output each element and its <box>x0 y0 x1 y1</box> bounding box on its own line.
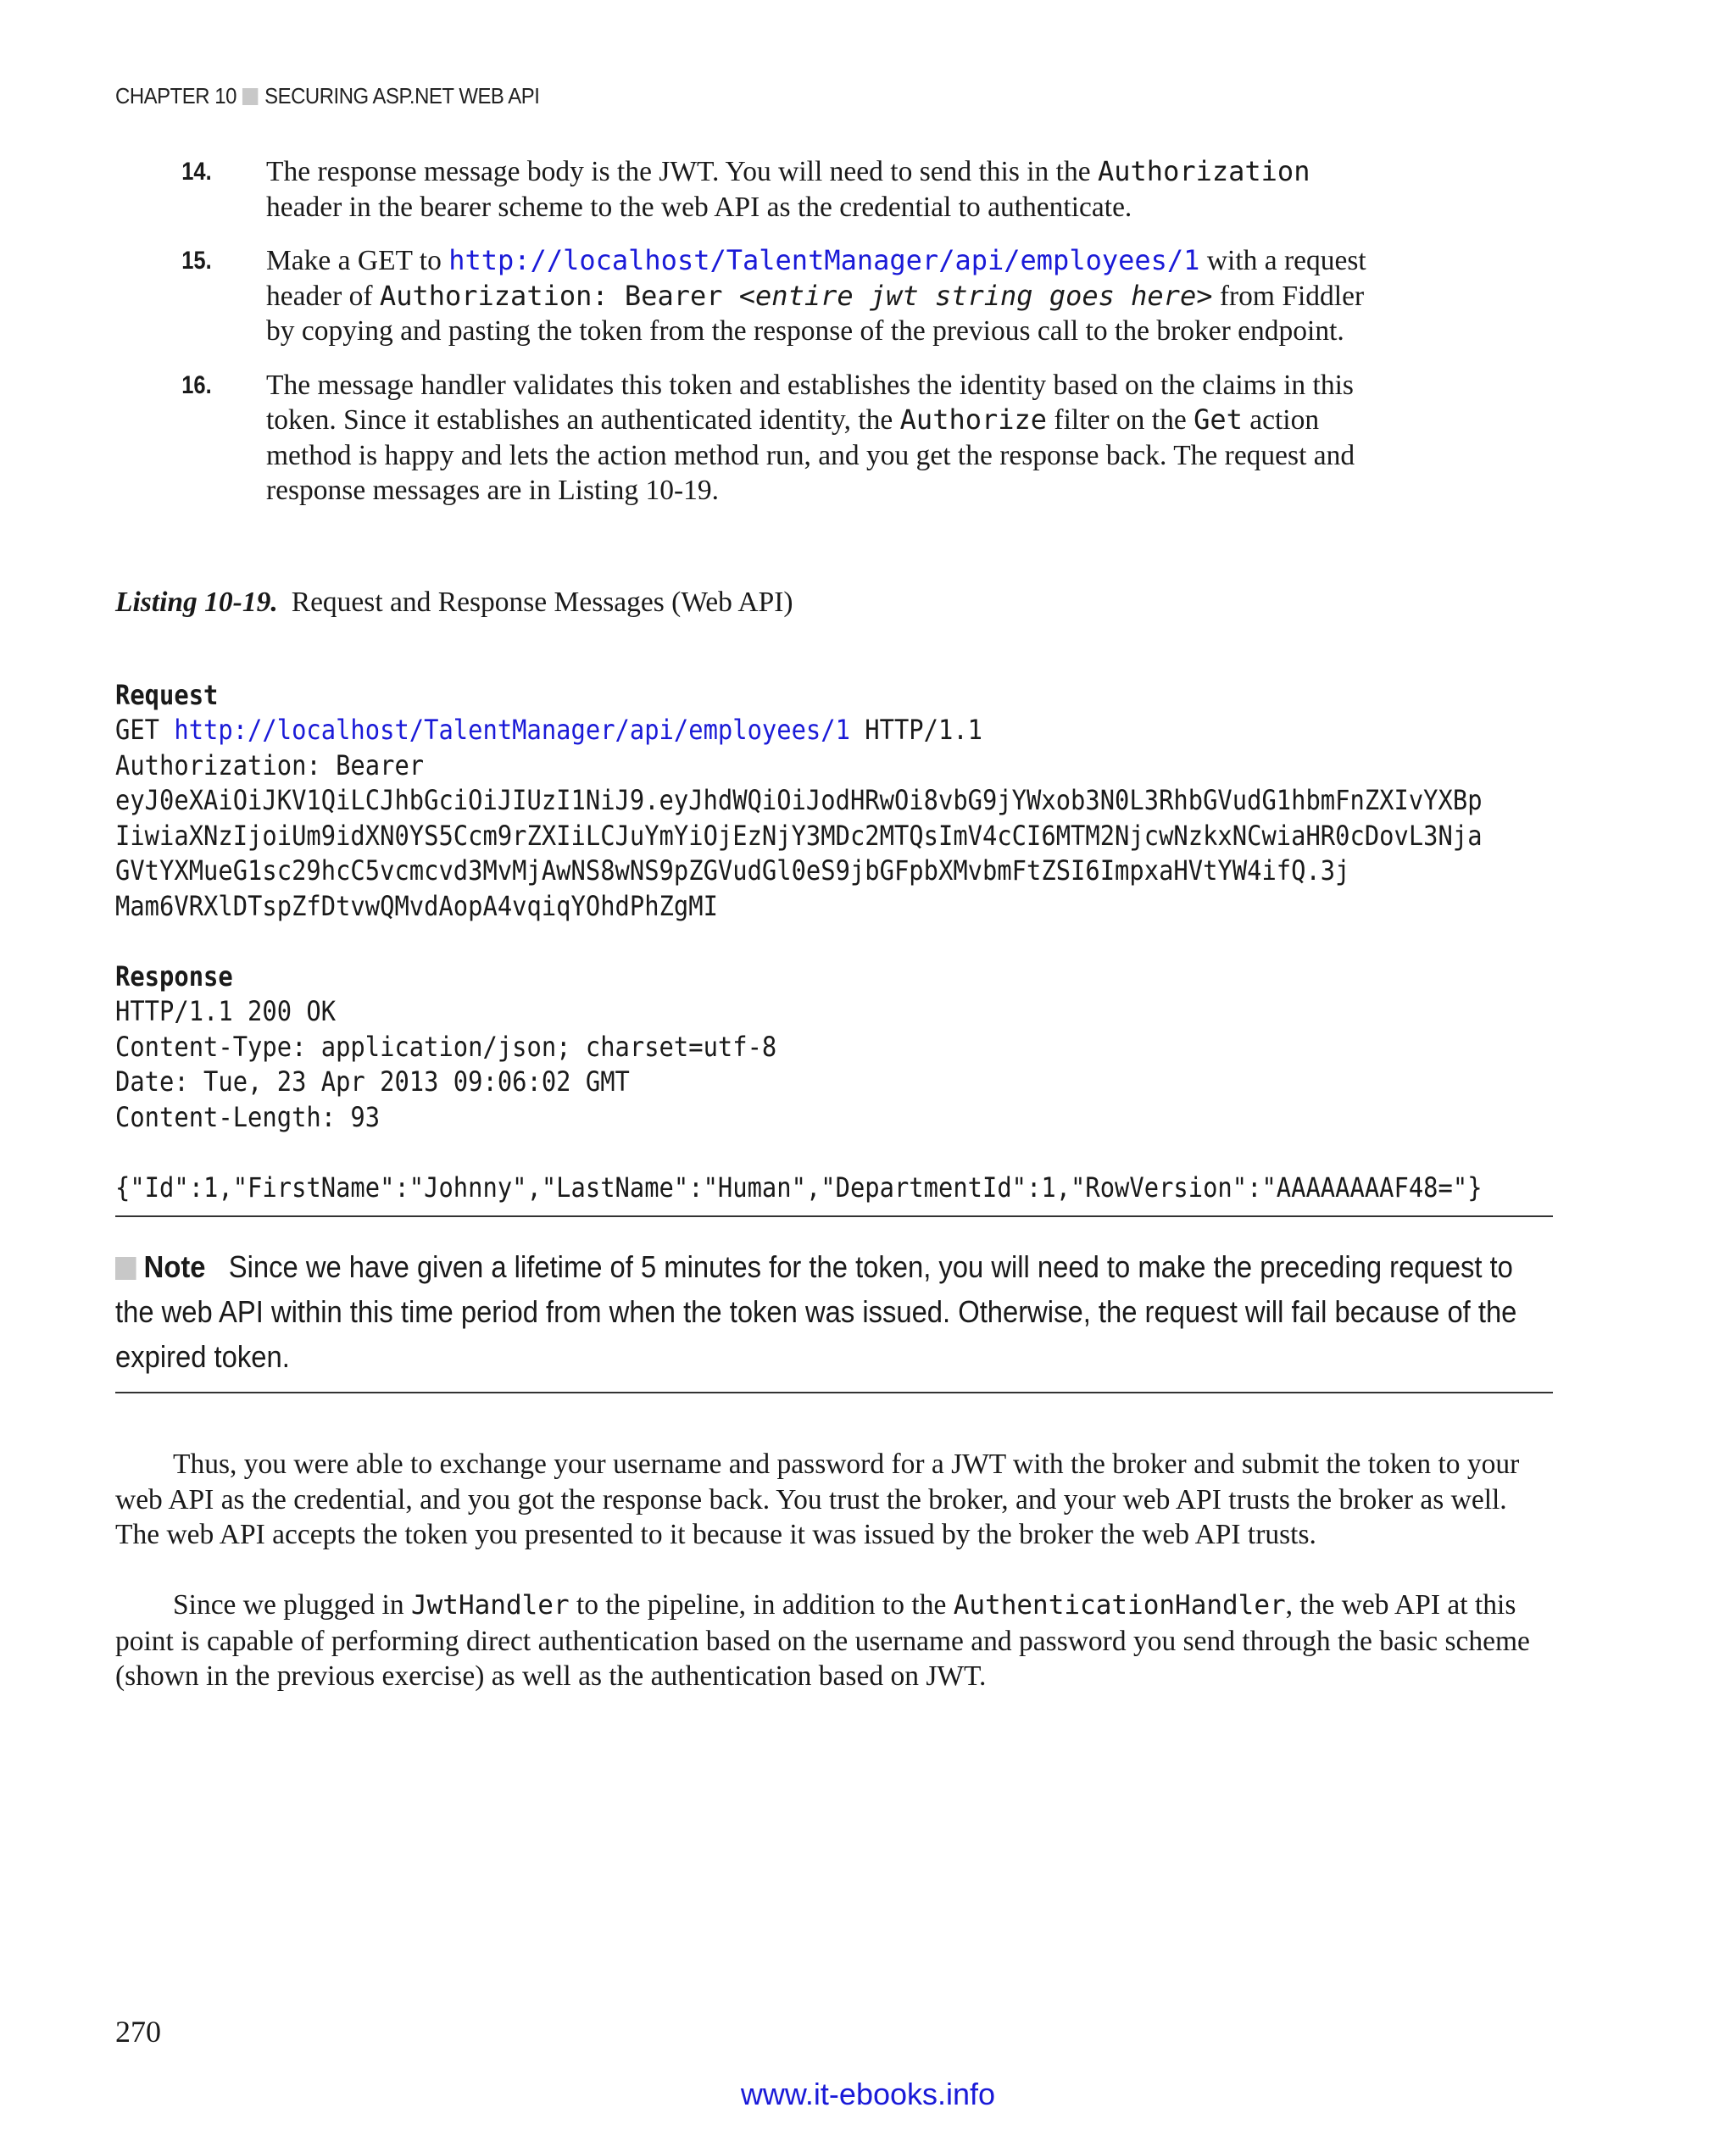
request-version: HTTP/1.1 <box>849 714 983 746</box>
text-run: to the pipeline, in addition to the <box>569 1589 954 1621</box>
listing-title: Request and Response Messages (Web API) <box>291 587 793 618</box>
step-14 <box>115 154 1387 225</box>
square-bullet-icon <box>115 1257 136 1280</box>
paragraph-jwt-handler <box>115 1588 1556 1694</box>
paragraph-summary: Thus, you were able to exchange your username and password for a JWT with the broker and submit the token to your web API as the credential, and you got the response back. You trust the broker, and your web API trusts the broker as well. The web API accepts the token you presented to it because it was issued by the broker the web API trusts. <box>115 1449 1520 1550</box>
running-head <box>115 83 539 109</box>
employee-url-link[interactable]: http://localhost/TalentManager/api/employees/1 <box>448 244 1200 276</box>
text-run: with a request header of <box>266 245 1366 312</box>
listing-line: GVtYXMueG1sc29hcC5vcmcvd3MvMjAwNS8wNS9pZGVudGl0eS9jbGFpbXMvbmFtZSI6ImpxaHVtYW4ifQ.3j <box>115 854 1350 887</box>
text-run: The message handler validates this token and establishes the identity based on the claims in this token. Since it establishes an authenticated identity, the <box>266 369 1354 436</box>
listing-line: Authorization: Bearer <box>115 748 425 781</box>
text-run: filter on the <box>1047 404 1194 436</box>
chapter-title: SECURING ASP.NET WEB API <box>264 83 540 108</box>
step-text <box>266 154 1377 225</box>
square-bullet-icon <box>242 88 258 105</box>
listing-label: Listing 10-19. <box>115 587 278 618</box>
text-run: action method is happy and lets the action method run, and you get the response back. The request and response messages are in Listing 10-19. <box>266 404 1355 506</box>
step-15 <box>115 243 1387 349</box>
listing-caption <box>115 587 793 619</box>
listing-line: HTTP/1.1 200 OK <box>115 995 337 1027</box>
step-16 <box>115 368 1387 509</box>
response-heading: Response <box>115 959 233 993</box>
step-number: 14. <box>181 158 212 186</box>
inline-code: Authorize <box>899 403 1048 436</box>
listing-line: IiwiaXNzIjoiUm9idXN0YS5Ccm9rZXIiLCJuYmYiOjEzNjY3MDc2MTQsImV4cCI6MTM2NjcwNzkxNCwiaHR0cDovL3Nja <box>115 819 1483 852</box>
step-text <box>266 243 1377 349</box>
listing-line: eyJ0eXAiOiJKV1QiLCJhbGciOiJIUzI1NiJ9.eyJhdWQiOiJodHRwOi8vbG9jYWxob3N0L3RhbGVudG1hbmFnZXIvYXBp <box>115 784 1483 816</box>
inline-code-placeholder: <entire jwt string goes here> <box>738 279 1213 312</box>
note-bottom-rule <box>115 1392 1553 1393</box>
listing-line: Date: Tue, 23 Apr 2013 09:06:02 GMT <box>115 1065 630 1098</box>
note-box <box>115 1244 1550 1379</box>
note-label: Note <box>143 1249 206 1284</box>
text-run: Make a GET to <box>266 245 449 276</box>
inline-code: Get <box>1194 403 1243 436</box>
note-text: Since we have given a lifetime of 5 minutes for the token, you will need to make the preceding request to the web API within this time period from when the token was issued. Otherwise, the request will fail because of the expired token. <box>115 1249 1517 1374</box>
text-run: header in the bearer scheme to the web API as the credential to authenticate. <box>266 191 1132 223</box>
request-method: GET <box>115 714 175 746</box>
request-url-link[interactable]: http://localhost/TalentManager/api/employees/1 <box>174 714 850 746</box>
inline-code: Authorization: Bearer <box>379 279 739 312</box>
response-body: {"Id":1,"FirstName":"Johnny","LastName":"Human","DepartmentId":1,"RowVersion":"AAAAAAAAF48="} <box>115 1171 1483 1204</box>
chapter-label: CHAPTER 10 <box>115 83 236 108</box>
listing-line: Content-Type: application/json; charset=utf-8 <box>115 1030 777 1063</box>
inline-code: JwtHandler <box>410 1590 570 1621</box>
blank-line <box>115 1135 1483 1171</box>
page-number: 270 <box>115 2015 161 2049</box>
step-number: 16. <box>181 370 212 399</box>
text-run: , the web API at this point is capable of performing direct authentication based on the username and password you send through the basic scheme (shown in the previous exercise) as well as the authentication based on JWT. <box>115 1589 1530 1692</box>
text-run: from Fiddler by copying and pasting the token from the response of the previous call to the broker endpoint. <box>266 280 1365 347</box>
step-text <box>266 368 1377 509</box>
listing-line: Mam6VRXlDTspZfDtvwQMvdAopA4vqiqYOhdPhZgMI <box>115 889 718 922</box>
inline-code: AuthenticationHandler <box>953 1590 1286 1621</box>
request-heading: Request <box>115 678 219 711</box>
text-run: Since we plugged in <box>173 1589 411 1621</box>
listing-line: Content-Length: 93 <box>115 1100 381 1133</box>
code-listing <box>115 642 1483 1276</box>
step-number: 15. <box>181 247 212 275</box>
text-run: The response message body is the JWT. You will need to send this in the <box>266 156 1098 187</box>
request-line <box>115 713 1483 748</box>
footer-website-link[interactable]: www.it-ebooks.info <box>740 2077 996 2111</box>
numbered-steps <box>115 154 1387 527</box>
blank-line <box>115 924 1483 959</box>
inline-code: Authorization <box>1098 155 1310 187</box>
note-top-rule <box>115 1215 1553 1217</box>
